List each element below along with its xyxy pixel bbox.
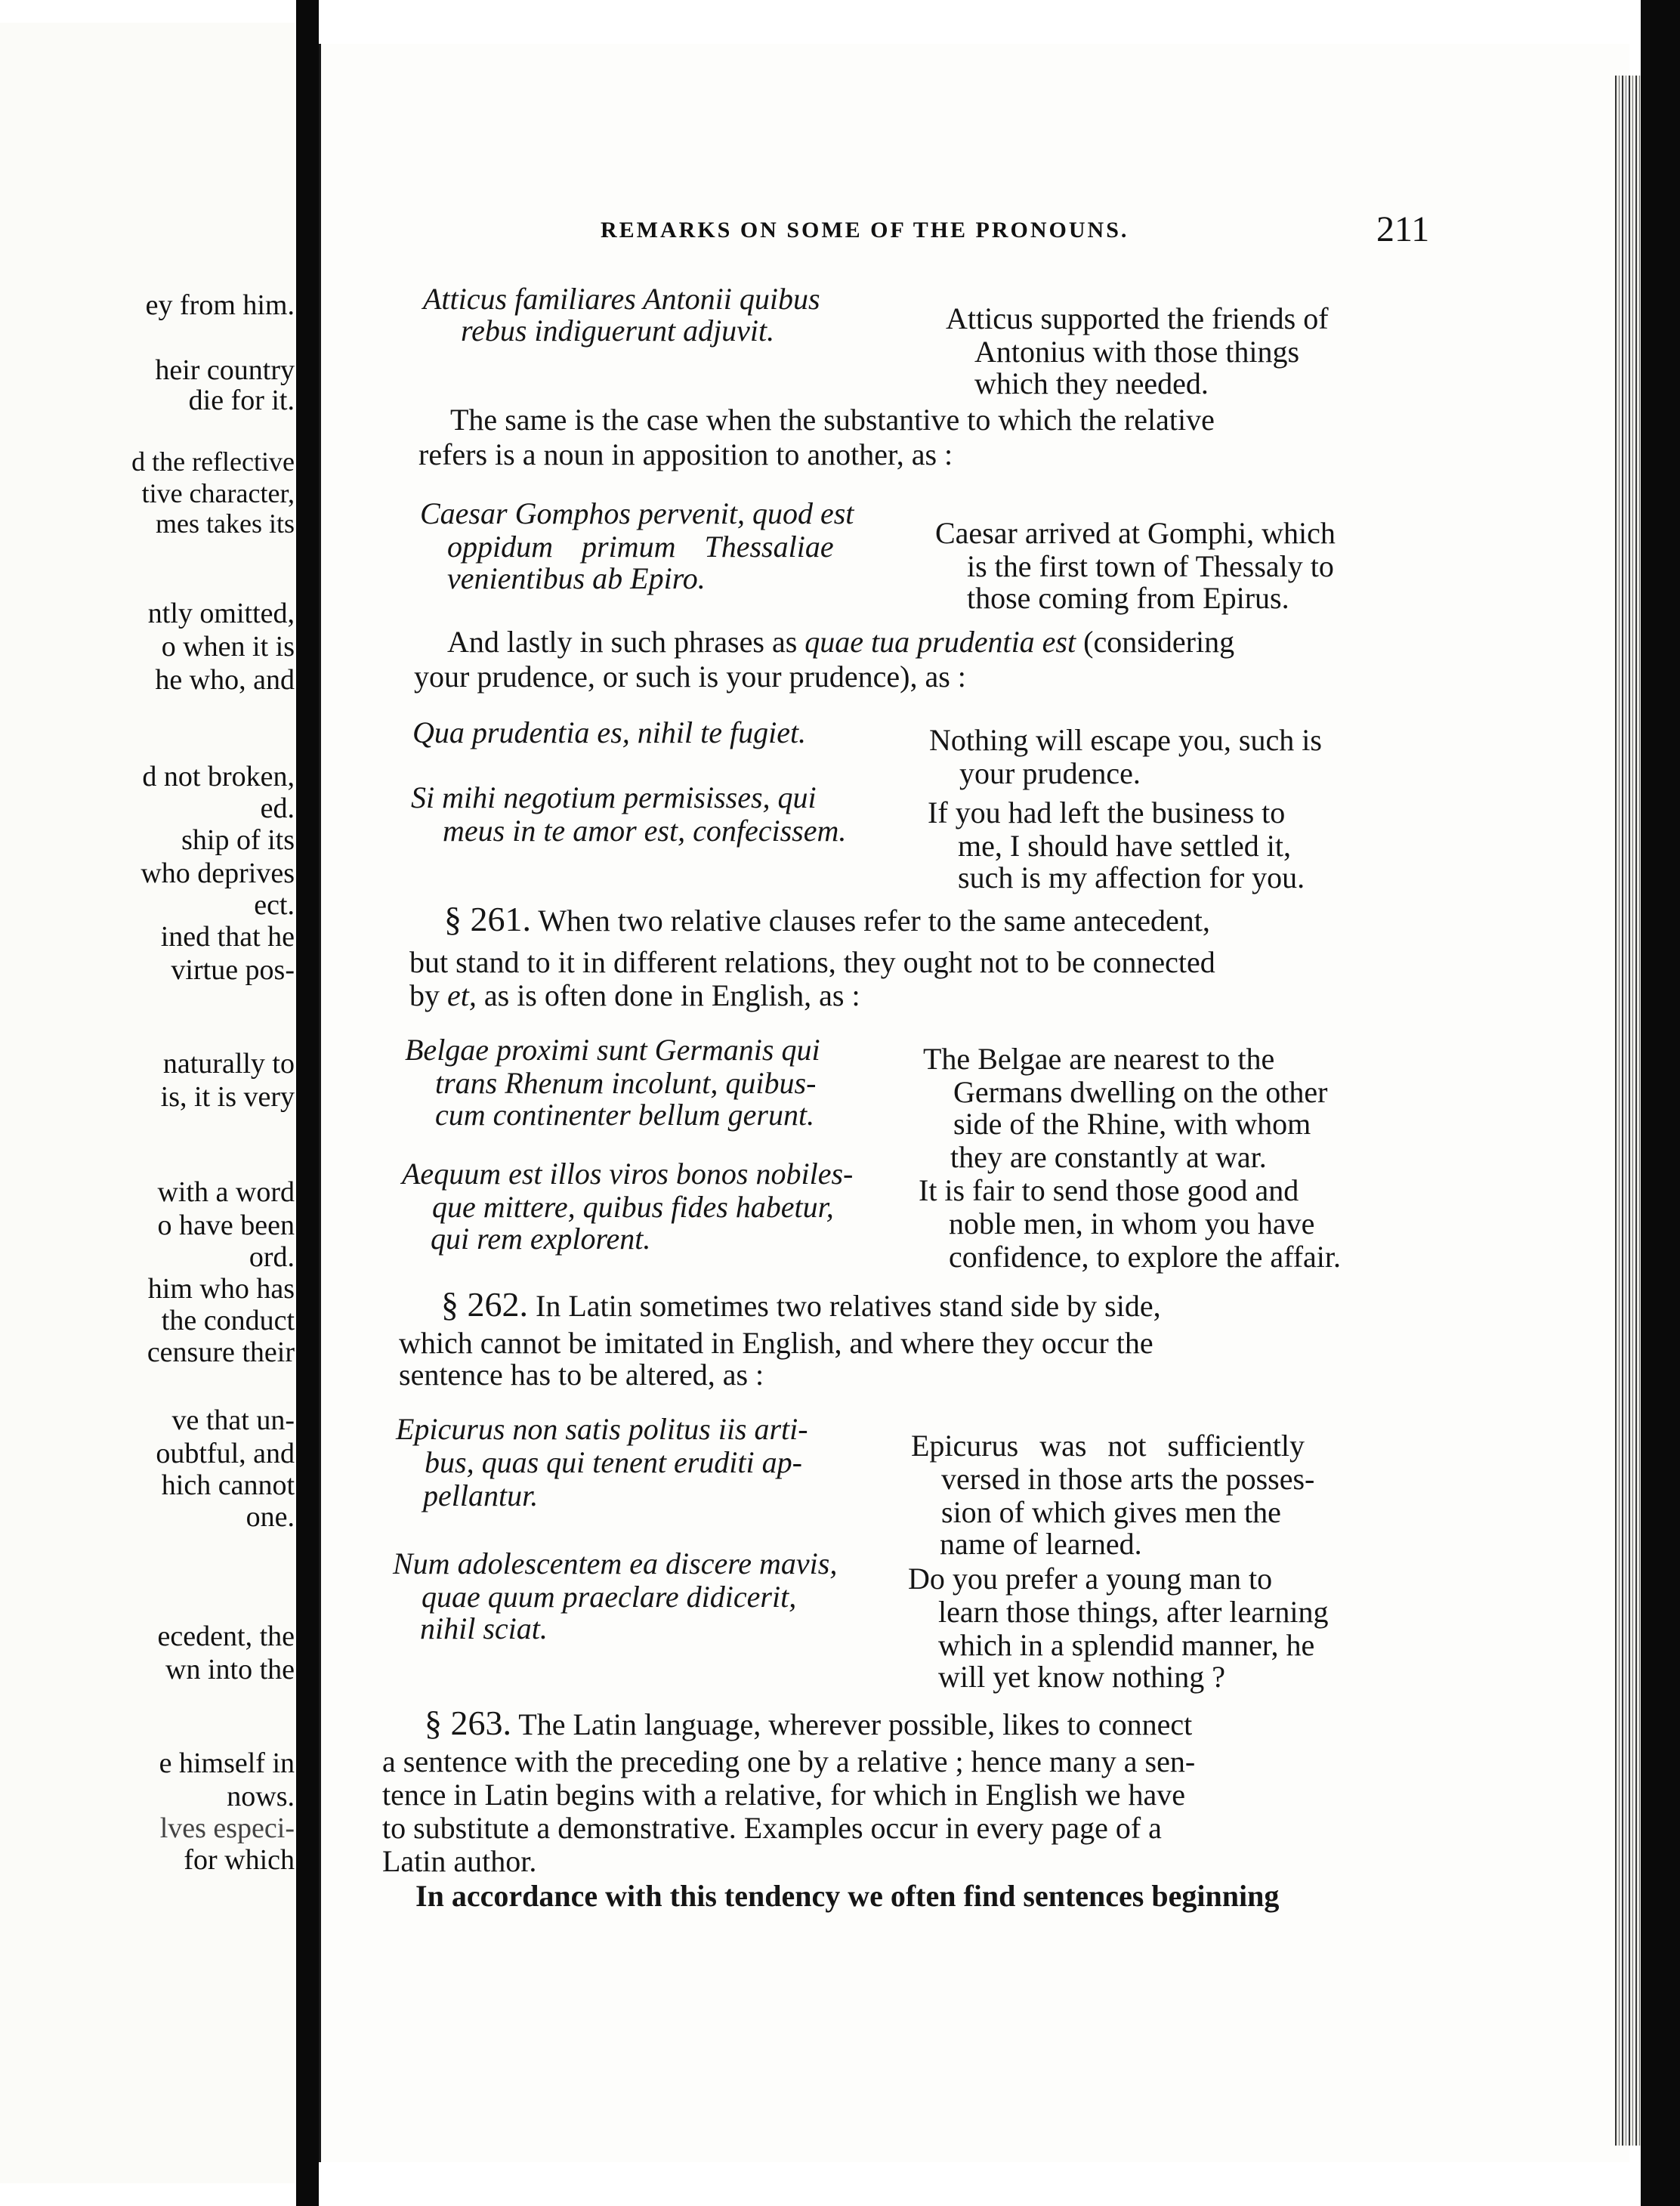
body-text: And lastly in such phrases as [447,625,798,659]
english-translation-line: The Belgae are nearest to the [923,1042,1275,1076]
body-text-line: The same is the case when the substantive to which the relative [450,403,1215,437]
english-translation-line: sion of which gives men the [941,1495,1281,1529]
left-page [0,23,295,2183]
latin-example-line: qui rem explorent. [431,1222,651,1256]
section-261-line [444,899,1210,939]
english-translation-line: which in a splendid manner, he [938,1628,1315,1662]
left-fragment: mes takes its [156,508,295,539]
left-fragment: o have been [157,1210,295,1241]
latin-example-line: Caesar Gomphos pervenit, quod est [420,496,854,530]
latin-example-line: Si mihi negotium permisisses, qui [411,780,817,814]
body-text-line: tence in Latin begins with a relative, for which in English we have [382,1778,1186,1812]
left-fragment: ecedent, the [157,1621,295,1652]
english-translation-line: versed in those arts the posses- [941,1462,1315,1496]
left-fragment: ntly omitted, [147,598,295,629]
left-fragment: ord. [249,1241,295,1273]
left-fragment: ship of its [181,824,295,856]
left-fragment: naturally to [162,1048,295,1080]
english-translation-line: which they needed. [974,366,1209,400]
section-263-line [425,1703,1192,1743]
outer-background [1641,0,1680,2206]
section-number: § 262. [441,1285,528,1324]
running-header: REMARKS ON SOME OF THE PRONOUNS. [601,218,1129,243]
latin-example-line: Belgae proximi sunt Germanis qui [405,1033,820,1067]
latin-example-line: que mittere, quibus fides habetur, [432,1190,834,1224]
latin-example-line: trans Rhenum incolunt, quibus- [435,1066,817,1100]
english-translation-line: name of learned. [940,1527,1142,1561]
left-fragment: one. [246,1501,295,1533]
book-gutter [296,0,319,2206]
latin-example-line: venientibus ab Epiro. [447,561,706,595]
english-translation-line: such is my affection for you. [958,860,1305,894]
left-fragment: d the reflective [131,446,295,477]
left-fragment: the conduct [161,1305,295,1336]
section-number: § 261. [444,900,531,938]
left-fragment: ve that un- [171,1404,295,1436]
left-fragment: o when it is [161,631,295,663]
body-text-line [447,624,1234,660]
english-translation-line: they are constantly at war. [950,1140,1267,1174]
latin-word: et, [447,978,477,1012]
left-fragment: die for it. [188,385,295,416]
left-fragment: d not broken, [142,761,295,792]
body-text: In Latin sometimes two relatives stand side by side, [536,1289,1161,1323]
english-translation-line: will yet know nothing ? [938,1660,1225,1694]
page-number: 211 [1376,209,1430,249]
body-text-line: In accordance with this tendency we often find sentences beginning [415,1879,1280,1913]
latin-example-line: nihil sciat. [420,1611,548,1645]
english-translation-line: Do you prefer a young man to [908,1562,1273,1596]
latin-example-line: meus in te amor est, confecissem. [443,814,847,848]
latin-example-line: rebus indiguerunt adjuvit. [461,314,775,348]
left-fragment: who deprives [141,857,295,889]
english-translation-line: me, I should have settled it, [958,829,1292,863]
body-text-line: to substitute a demonstrative. Examples occur in every page of a [382,1811,1162,1845]
body-text: as is often done in English, as : [483,978,860,1012]
body-text-line: which cannot be imitated in English, and where they occur the [399,1326,1153,1360]
english-translation-line: learn those things, after learning [938,1595,1329,1629]
left-fragment: oubtful, and [156,1438,295,1469]
left-fragment: ed. [260,792,295,824]
english-translation-line: Nothing will escape you, such is [929,723,1322,757]
body-text-line: but stand to it in different relations, they ought not to be connected [409,945,1215,979]
left-fragment: heir country [155,354,295,386]
left-fragment: nows. [227,1781,295,1812]
english-translation-line: Germans dwelling on the other [953,1075,1328,1109]
latin-example-line: Num adolescentem ea discere mavis, [393,1546,838,1580]
left-fragment: ect. [254,889,295,921]
left-fragment: tive character, [141,478,295,508]
body-text-line: a sentence with the preceding one by a relative ; hence many a sen- [382,1744,1196,1778]
latin-example-line: bus, quas qui tenent eruditi ap- [425,1445,802,1479]
section-262-line [441,1284,1161,1324]
page-edge-stack [1615,76,1641,2146]
body-text-line: Latin author. [382,1844,537,1878]
latin-example-line: oppidum primum Thessaliae [447,530,834,564]
left-fragment: censure their [147,1336,295,1368]
left-fragment: with a word [157,1176,295,1208]
english-translation-line: If you had left the business to [928,796,1286,830]
latin-example-line: quae quum praeclare didicerit, [422,1580,797,1614]
latin-example-line: Qua prudentia es, nihil te fugiet. [412,715,807,749]
body-text: When two relative clauses refer to the same antecedent, [538,904,1210,938]
left-fragment: him who has [147,1273,295,1305]
left-fragment: is, it is very [160,1081,295,1113]
left-fragment: lves especi- [159,1812,295,1844]
english-translation-line: Antonius with those things [974,335,1300,369]
english-translation-line: those coming from Epirus. [967,581,1289,615]
body-text: The Latin language, wherever possible, likes to connect [518,1707,1193,1741]
latin-example-line: pellantur. [423,1478,539,1512]
english-translation-line: noble men, in whom you have [949,1207,1315,1240]
section-number: § 263. [425,1704,511,1742]
left-fragment: ined that he [160,921,295,953]
body-text-line: sentence has to be altered, as : [399,1358,764,1392]
english-translation-line: confidence, to explore the affair. [949,1240,1342,1274]
body-text: by [409,978,440,1012]
english-translation-line: Epicurus was not sufficiently [911,1429,1305,1463]
body-text-line: your prudence, or such is your prudence), as : [414,660,966,694]
english-translation-line: is the first town of Thessaly to [967,549,1334,583]
latin-example-line: Atticus familiares Antonii quibus [423,282,820,316]
left-fragment: he who, and [155,664,295,696]
left-fragment: hich cannot [161,1469,295,1501]
left-fragment: ey from him. [145,289,295,321]
english-translation-line: Atticus supported the friends of [946,301,1329,335]
latin-phrase: quae tua prudentia est [804,625,1076,659]
left-fragment: virtue pos- [171,954,295,986]
latin-example-line: Aequum est illos viros bonos nobiles- [402,1157,854,1191]
left-fragment: for which [184,1844,295,1876]
english-translation-line: your prudence. [959,756,1141,790]
left-fragment: e himself in [159,1747,295,1779]
english-translation-line: side of the Rhine, with whom [953,1107,1311,1141]
latin-example-line: cum continenter bellum gerunt. [435,1098,815,1132]
body-text-line: refers is a noun in apposition to another, as : [418,437,953,471]
english-translation-line: Caesar arrived at Gomphi, which [935,516,1336,550]
left-fragment: wn into the [165,1654,295,1685]
english-translation-line: It is fair to send those good and [919,1173,1299,1207]
latin-example-line: Epicurus non satis politus iis arti- [396,1412,808,1446]
body-text-line [409,978,860,1013]
body-text: (considering [1083,625,1235,659]
